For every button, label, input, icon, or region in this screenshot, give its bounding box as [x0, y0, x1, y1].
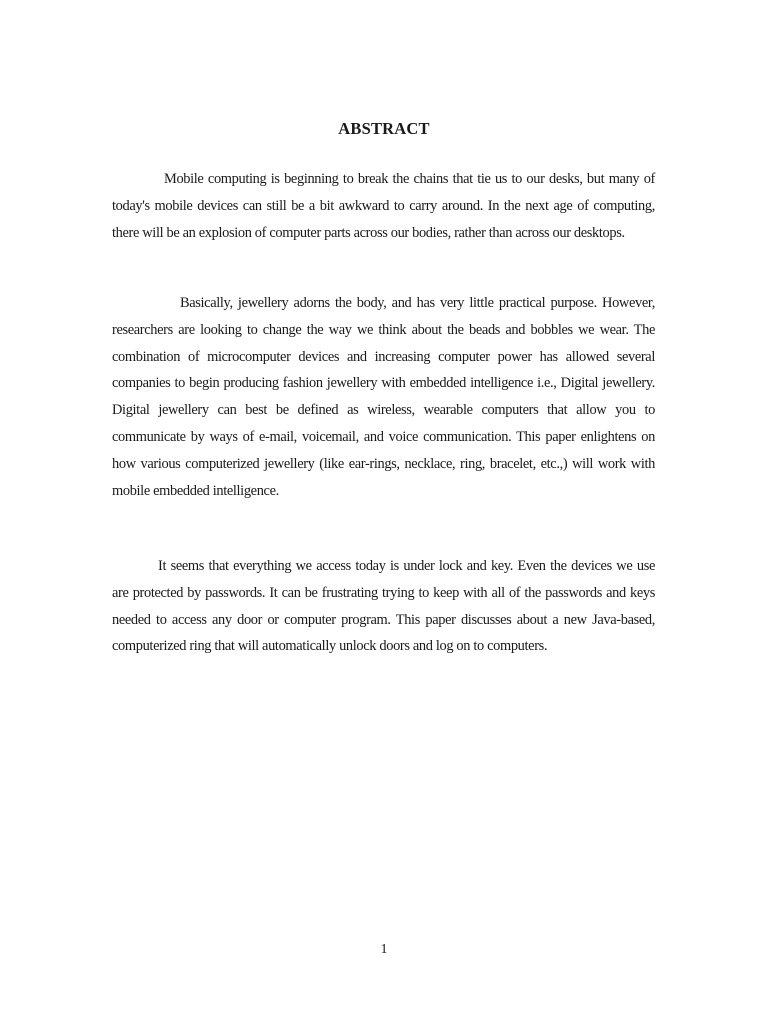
abstract-paragraph-2: Basically, jewellery adorns the body, and has very little practical purpose. However, researchers are looking to change the way we think about the beads and bobbles we wear. The combination of microcomputer devices and increasing computer power has allowed several companies to begin producing fashion jewellery with embedded intelligence i.e., Digital jewellery. Digital jewellery can best be defined as wireless, wearable computers that allow you to communicate by ways of e-mail, voicemail, and voice communication. This paper enlightens on how various computerized jewellery (like ear-rings, necklace, ring, bracelet, etc.,) will work with mobile embedded intelligence.: [112, 295, 655, 499]
abstract-title: ABSTRACT: [338, 119, 430, 138]
abstract-paragraph-1: Mobile computing is beginning to break the chains that tie us to our desks, but many of today's mobile devices can still be a bit awkward to carry around. In the next age of computing, there will be an explosion of computer parts across our bodies, rather than across our desktops.: [112, 171, 655, 241]
page-number: 1: [380, 942, 388, 957]
abstract-paragraph-3: It seems that everything we access today is under lock and key. Even the devices we use are protected by passwords. It can be frustrating trying to keep with all of the passwords and keys needed to access any door or computer program. This paper discusses about a new Java-based, computerized ring that will automatically unlock doors and log on to computers.: [112, 558, 655, 655]
